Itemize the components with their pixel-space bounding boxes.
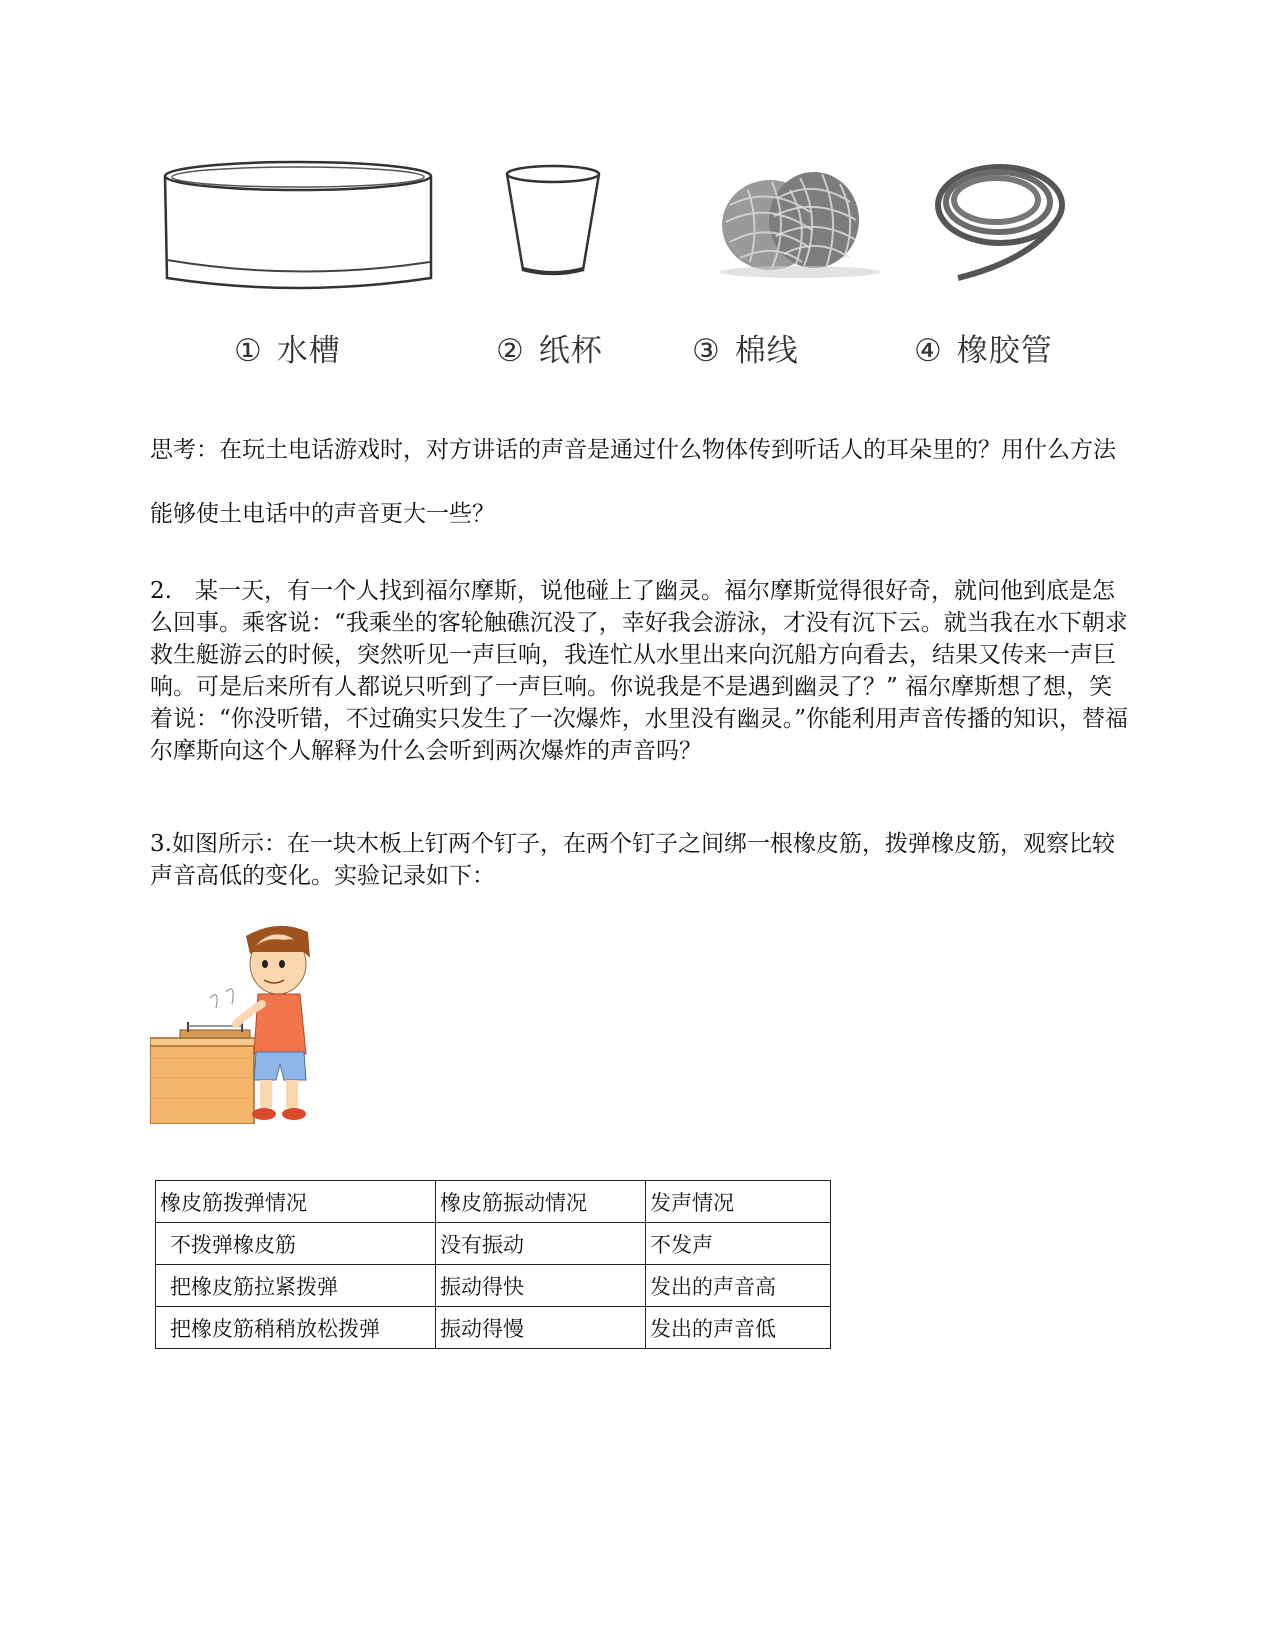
material-label-3: ③ 棉线 — [692, 333, 799, 369]
paper-cup-icon — [507, 166, 599, 274]
table-row — [156, 1223, 831, 1265]
material-label-4: ④ 橡胶管 — [914, 333, 1053, 369]
table-cell: 发出的声音高 — [646, 1265, 831, 1307]
think-question: 思考：在玩土电话游戏时，对方讲话的声音是通过什么物体传到听话人的耳朵里的？用什么方法能够使土电话中的声音更大一些？ — [150, 437, 1116, 527]
table-cell: 不发声 — [646, 1223, 831, 1265]
question-3: 3.如图所示：在一块木板上钉两个钉子，在两个钉子之间绑一根橡皮筋，拨弹橡皮筋，观察比较声音高低的变化。实验记录如下： — [150, 831, 1115, 889]
rubber-tube-icon — [938, 167, 1062, 278]
materials-figure — [150, 150, 1130, 380]
water-trough-icon — [165, 162, 431, 288]
material-label-2: ② 纸杯 — [496, 333, 603, 369]
cotton-thread-icon — [720, 172, 880, 278]
experiment-record-table — [155, 1180, 831, 1349]
table-cell: 不拨弹橡皮筋 — [156, 1223, 436, 1265]
table-row — [156, 1265, 831, 1307]
table-header-cell: 橡皮筋拨弹情况 — [156, 1181, 436, 1223]
table-header-row — [156, 1181, 831, 1223]
table-cell: 把橡皮筋拉紧拨弹 — [156, 1265, 436, 1307]
material-label-1: ① 水槽 — [234, 333, 341, 369]
table-cell: 振动得快 — [436, 1265, 646, 1307]
table-cell: 把橡皮筋稍稍放松拨弹 — [156, 1307, 436, 1349]
question-2: 2. 某一天，有一个人找到福尔摩斯，说他碰上了幽灵。福尔摩斯觉得很好奇，就问他到底是怎么回事。乘客说：“我乘坐的客轮触礁沉没了，幸好我会游泳，才没有沉下云。就当我在水下朝求救生艇游云的时候，突然听见一声巨响，我连忙从水里出来向沉船方向看去，结果又传来一声巨响。可是后来所有人都说只听到了一声巨响。你说我是不是遇到幽灵了？” 福尔摩斯想了想，笑着说：“你没听错，不过确实只发生了一次爆炸，水里没有幽灵。”你能利用声音传播的知识，替福尔摩斯向这个人解释为什么会听到两次爆炸的声音吗？ — [150, 578, 1129, 764]
table-row — [156, 1307, 831, 1349]
table-cell: 发出的声音低 — [646, 1307, 831, 1349]
table-header-cell: 发声情况 — [646, 1181, 831, 1223]
table-cell: 没有振动 — [436, 1223, 646, 1265]
table-cell: 振动得慢 — [436, 1307, 646, 1349]
boy-plucking-rubber-band-illustration — [150, 918, 312, 1124]
table-header-cell: 橡皮筋振动情况 — [436, 1181, 646, 1223]
